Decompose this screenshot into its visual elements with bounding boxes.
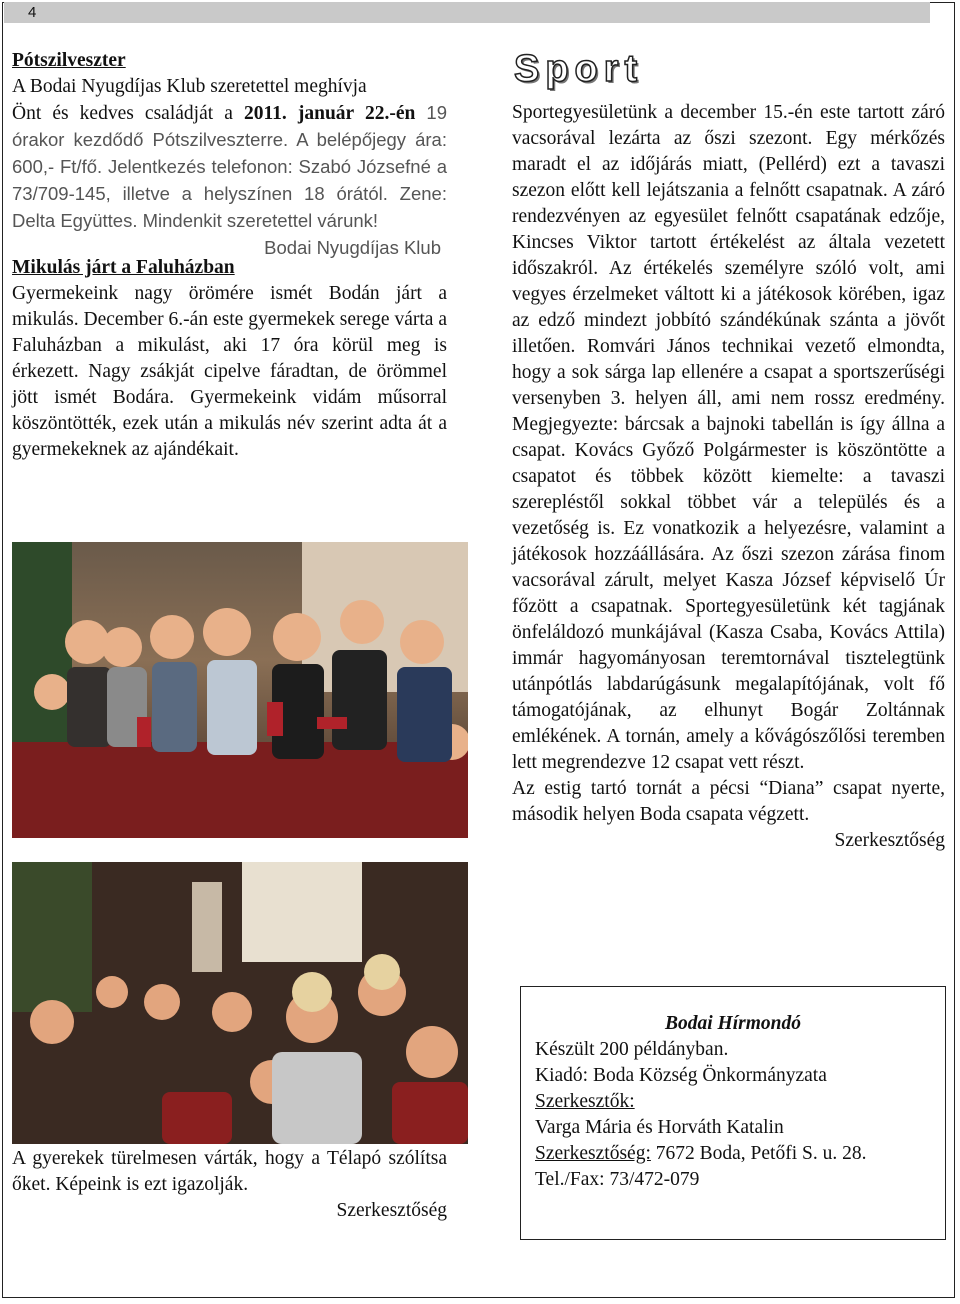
imprint-editors: Varga Mária és Horváth Katalin [535, 1117, 784, 1138]
imprint-box [520, 986, 946, 1240]
potszilveszter-heading: Pótszilveszter [12, 50, 126, 71]
potszilveszter-line2: Önt és kedves családját a [12, 103, 244, 124]
imprint-office [535, 1141, 931, 1167]
photo-audience [12, 862, 468, 1144]
right-column [512, 48, 945, 854]
imprint-office-address: 7672 Boda, Petőfi S. u. 28. [650, 1143, 867, 1164]
imprint-publisher: Kiadó: Boda Község Önkormányzata [535, 1065, 827, 1086]
sport-paragraph1: Sportegyesületünk a december 15.-én este tartott záró vacsorával lezárta az őszi szezont. Egy mérkőzés maradt el az időjárás miatt, (Pellérd) ezt a tavaszi szezon előtt kell lejátszania a felnőtt csapatnak. A záró rendezvényen az egyesület felnőtt csapatának edzője, Kincses Viktor tartott értékelést az általa vezetett időszakról. Az értékelés személyre szóló volt, ami vegyes érzelmeket váltott ki a játékosok körében, igaz az edző mindezt jobbító szándékúnak szánta a jövőt illetően. Romvári János technikai vezető elmondta, hogy a sok sárga lap ellenére a csapat a sportszerűségi versenyben 3. helyen áll, ami nem rossz eredmény. Megjegyezte: bárcsak a bajnoki tabellán is így állna a csapat. Kovács Győző Polgármester is köszöntötte a csapatot és többek között kiemelte: a tavaszi szerepléstől sokkal többet vár a település és a vezetőség is. Ez vonatkozik a helyezésre, valamint a játékosok hozzáállására. Az őszi szezon zárása finom vacsorával zárult, melyet Kasza József képviselő Úr főzött a csapatnak. Sportegyesületünk két tagjának önfeláldozó munkájával (Kasza Csaba, Kovács Attila) immár hagyományosan teremtornával tisztelegtünk utánpótlás labdarúgásunk megalapítójának, volt fő támogatójának, az elhunyt Bogár Zoltánnak emlékének. A tornán, amely a kővágószőlősi teremben lett megrendezve 12 csapat vett részt. [512, 102, 945, 773]
potszilveszter-date: 2011. január 22.-én [243, 103, 416, 124]
sport-paragraph2: Az estig tartó tornát a pécsi “Diana” csapat nyerte, második helyen Boda csapata végzett. [512, 778, 945, 825]
sport-signature: Szerkesztőség [834, 830, 945, 851]
potszilveszter-text: 19 órakor kezdődő Pótszilveszterre. A belépőjegy ára: 600,- Ft/fő. Jelentkezés telefonon: Szabó Józsefné a 73/709-145, illetve a helyszínen 18 órától. Zene: Delta Együttes. Mindenkit szeretettel várunk! [12, 102, 447, 231]
sport-title: Sport [514, 48, 644, 90]
imprint-title: Bodai Hírmondó [665, 1013, 801, 1034]
potszilveszter-body [12, 100, 447, 258]
photo-children-illustration [12, 542, 468, 838]
caption-signature: Szerkesztőség [336, 1200, 447, 1221]
caption-text: A gyerekek türelmesen várták, hogy a Télapó szólítsa őket. Képeink is ezt igazolják. [12, 1148, 447, 1195]
imprint-copies: Készült 200 példányban. [535, 1039, 729, 1060]
imprint-editors-label: Szerkesztők: [535, 1091, 635, 1112]
photo-audience-illustration [12, 862, 468, 1144]
imprint-phone: Tel./Fax: 73/472-079 [535, 1169, 700, 1190]
photo-children-on-stage [12, 542, 468, 838]
page-number: 4 [4, 2, 930, 23]
mikulas-heading: Mikulás járt a Faluházban [12, 257, 235, 278]
mikulas-body: Gyermekeink nagy örömére ismét Bodán járt a mikulás. December 6.-án este gyermekek serege várta a Faluházban a mikulást, aki 17 óra körül meg is érkezett. Nagy zsákját cipelve fáradtan, de örömmel jött ismét Bodára. Gyermekeink vidám műsorral köszöntötték, ezek után a mikulás név szerint adta át a gyermekeknek az ajándékait. [12, 283, 447, 460]
imprint-office-label: Szerkesztőség: [535, 1143, 651, 1164]
potszilveszter-line1: A Bodai Nyugdíjas Klub szeretettel meghívja [12, 76, 367, 97]
left-column [12, 48, 447, 463]
potszilveszter-signature: Bodai Nyugdíjas Klub [264, 237, 441, 258]
photo-caption [12, 1146, 447, 1224]
